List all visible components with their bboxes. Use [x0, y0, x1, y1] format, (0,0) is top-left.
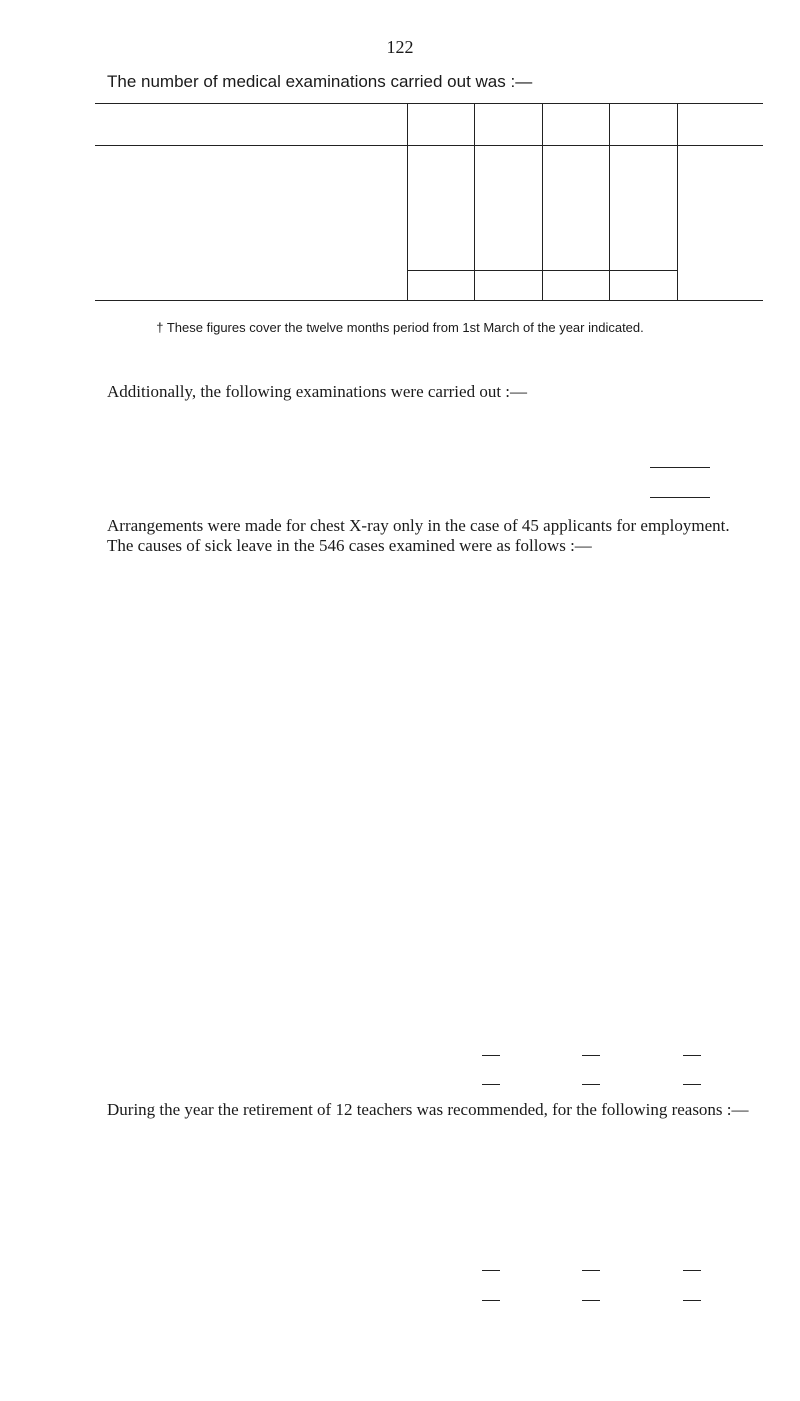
- additional-bottom-rule: [650, 497, 710, 498]
- total-rule: [482, 1055, 500, 1056]
- table-row: [0, 1193, 800, 1213]
- total-rule: [582, 1270, 600, 1271]
- footnote: † These figures cover the twelve months period from 1st March of the year indicated.: [156, 320, 644, 335]
- table-row: [0, 981, 800, 1001]
- page-number: 122: [386, 37, 414, 57]
- retirement-intro: During the year the retirement of 12 teachers was recommended, for the following reasons :—: [107, 1100, 749, 1119]
- total-rule: [482, 1300, 500, 1301]
- total-rule: [683, 1055, 701, 1056]
- total-rule: [582, 1055, 600, 1056]
- total-rule: [683, 1270, 701, 1271]
- table-column-rule: [474, 104, 475, 300]
- total-rule: [582, 1084, 600, 1085]
- xray-text: Arrangements were made for chest X-ray only in the case of 45 applicants for employment.: [107, 516, 730, 535]
- table-header-rule: [95, 145, 763, 146]
- intro-text: The number of medical examinations carried out was :—: [107, 72, 533, 91]
- totals-row: [0, 1064, 800, 1084]
- table-row: [0, 1249, 800, 1269]
- table-column-rule: [407, 104, 408, 300]
- total-rule: [582, 1300, 600, 1301]
- total-rule: [482, 1084, 500, 1085]
- table-top-rule: [95, 103, 763, 104]
- sick-leave-intro: The causes of sick leave in the 546 cases examined were as follows :—: [107, 536, 592, 555]
- total-rule: [482, 1270, 500, 1271]
- table-bottom-rule: [95, 300, 763, 301]
- table-column-rule: [677, 104, 678, 300]
- table-column-rule: [609, 104, 610, 300]
- totals-row: [0, 1280, 800, 1300]
- total-rule: [683, 1084, 701, 1085]
- total-rule: [683, 1300, 701, 1301]
- table-row: [0, 666, 800, 686]
- additional-heading: Additionally, the following examinations were carried out :—: [107, 382, 528, 401]
- additional-total-rule: [650, 467, 710, 468]
- table-column-rule: [542, 104, 543, 300]
